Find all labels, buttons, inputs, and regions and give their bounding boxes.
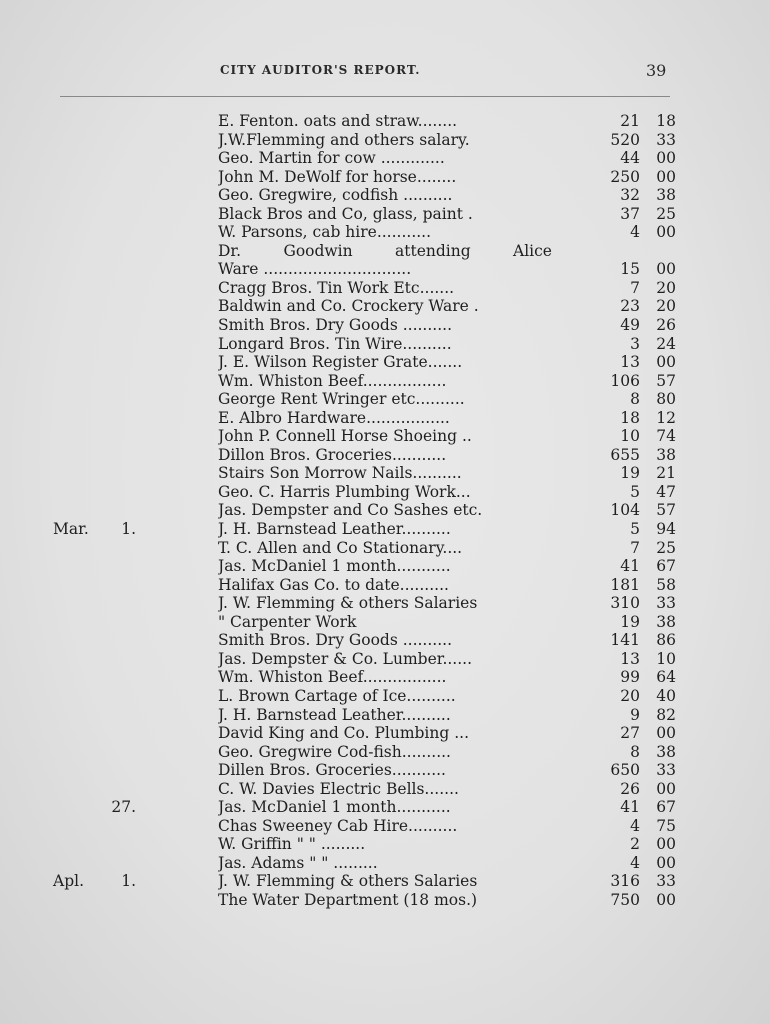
ledger-row <box>0 205 770 224</box>
amount-cents: 25 <box>656 538 676 557</box>
header-rule <box>60 96 670 97</box>
amount-cents: 00 <box>656 260 676 279</box>
amount-cents: 33 <box>656 594 676 613</box>
entry-description: Baldwin and Co. Crockery Ware . <box>218 297 479 316</box>
amount-cents: 00 <box>656 223 676 242</box>
entry-description: " Carpenter Work <box>218 612 357 631</box>
amount-cents: 00 <box>656 167 676 186</box>
amount-cents: 20 <box>656 278 676 297</box>
entry-description: George Rent Wringer etc.......... <box>218 390 465 409</box>
ledger-row <box>0 743 770 762</box>
description-word: Goodwin <box>283 241 353 260</box>
ledger-row <box>0 761 770 780</box>
amount-dollars: 3 <box>630 334 640 353</box>
ledger-row <box>0 242 770 261</box>
amount-dollars: 7 <box>630 278 640 297</box>
ledger-row <box>0 186 770 205</box>
description-word: attending <box>395 241 471 260</box>
amount-cents: 57 <box>656 501 676 520</box>
entry-description: Jas. McDaniel 1 month........... <box>218 557 451 576</box>
entry-description: Smith Bros. Dry Goods .......... <box>218 631 452 650</box>
ledger-row <box>0 576 770 595</box>
amount-cents: 33 <box>656 872 676 891</box>
entry-description: T. C. Allen and Co Stationary.... <box>218 538 463 557</box>
amount-cents: 64 <box>656 668 676 687</box>
ledger-row <box>0 279 770 298</box>
entry-description: Geo. Gregwire Cod-fish.......... <box>218 742 451 761</box>
ledger-row <box>0 668 770 687</box>
amount-dollars: 650 <box>610 761 640 780</box>
amount-cents: 00 <box>656 853 676 872</box>
entry-description: W. Parsons, cab hire........... <box>218 223 432 242</box>
description-word: Dr. <box>218 241 242 260</box>
entry-description: Jas. McDaniel 1 month........... <box>218 798 451 817</box>
ledger-row <box>0 353 770 372</box>
amount-dollars: 750 <box>610 890 640 909</box>
ledger-row <box>0 131 770 150</box>
amount-cents: 00 <box>656 835 676 854</box>
amount-cents: 00 <box>656 779 676 798</box>
ledger-row <box>0 854 770 873</box>
entry-description: Jas. Dempster and Co Sashes etc. <box>218 501 483 520</box>
amount-dollars: 19 <box>620 612 640 631</box>
amount-cents: 26 <box>656 316 676 335</box>
entry-description: L. Brown Cartage of Ice.......... <box>218 686 456 705</box>
entry-description: John P. Connell Horse Shoeing .. <box>218 427 472 446</box>
entry-description: Black Bros and Co, glass, paint . <box>218 204 473 223</box>
ledger-row <box>0 335 770 354</box>
ledger-row <box>0 724 770 743</box>
date-month: Apl. <box>53 872 84 891</box>
amount-dollars: 26 <box>620 779 640 798</box>
amount-cents: 00 <box>656 353 676 372</box>
ledger-row <box>0 112 770 131</box>
entry-description: Longard Bros. Tin Wire.......... <box>218 334 452 353</box>
entry-description: Dillen Bros. Groceries........... <box>218 761 446 780</box>
ledger-row <box>0 372 770 391</box>
amount-cents: 74 <box>656 427 676 446</box>
entry-description: E. Fenton. oats and straw........ <box>218 112 458 130</box>
ledger-row <box>0 464 770 483</box>
amount-dollars: 655 <box>610 445 640 464</box>
amount-cents: 18 <box>656 112 676 130</box>
amount-dollars: 20 <box>620 686 640 705</box>
amount-dollars: 41 <box>620 798 640 817</box>
ledger-row <box>0 557 770 576</box>
entry-description: J. H. Barnstead Leather.......... <box>218 520 451 539</box>
entry-description: J. E. Wilson Register Grate....... <box>218 353 463 372</box>
entry-description: Jas. Dempster & Co. Lumber...... <box>218 649 473 668</box>
amount-dollars: 310 <box>610 594 640 613</box>
amount-dollars: 141 <box>610 631 640 650</box>
entry-description: Dillon Bros. Groceries........... <box>218 445 447 464</box>
entry-description: David King and Co. Plumbing ... <box>218 724 470 743</box>
description-word: Alice <box>513 241 552 260</box>
ledger-row <box>0 316 770 335</box>
entry-description: J. W. Flemming & others Salaries <box>218 594 478 613</box>
ledger-row <box>0 539 770 558</box>
amount-cents: 24 <box>656 334 676 353</box>
entry-description: Cragg Bros. Tin Work Etc....... <box>218 278 455 297</box>
amount-dollars: 2 <box>630 835 640 854</box>
entry-description: C. W. Davies Electric Bells....... <box>218 779 459 798</box>
amount-cents: 80 <box>656 390 676 409</box>
ledger-row <box>0 780 770 799</box>
amount-dollars: 8 <box>630 742 640 761</box>
ledger-row <box>0 260 770 279</box>
ledger-row <box>0 149 770 168</box>
entry-description: Ware .............................. <box>218 260 412 279</box>
amount-dollars: 27 <box>620 724 640 743</box>
entry-description: W. Griffin " " ......... <box>218 835 366 854</box>
amount-cents: 10 <box>656 649 676 668</box>
amount-cents: 38 <box>656 445 676 464</box>
amount-cents: 38 <box>656 186 676 205</box>
amount-cents: 20 <box>656 297 676 316</box>
entry-description: John M. DeWolf for horse........ <box>218 167 457 186</box>
amount-dollars: 9 <box>630 705 640 724</box>
amount-dollars: 4 <box>630 816 640 835</box>
amount-dollars: 23 <box>620 297 640 316</box>
date-month: Mar. <box>53 520 89 539</box>
entry-description: Wm. Whiston Beef................. <box>218 668 447 687</box>
amount-dollars: 4 <box>630 223 640 242</box>
ledger-row <box>0 798 770 817</box>
running-title: CITY AUDITOR'S REPORT. <box>220 63 421 77</box>
amount-cents: 33 <box>656 130 676 149</box>
ledger-row <box>0 631 770 650</box>
amount-cents: 82 <box>656 705 676 724</box>
amount-dollars: 106 <box>610 371 640 390</box>
amount-dollars: 41 <box>620 557 640 576</box>
amount-dollars: 250 <box>610 167 640 186</box>
entry-description <box>218 242 552 261</box>
amount-cents: 67 <box>656 798 676 817</box>
amount-cents: 94 <box>656 520 676 539</box>
ledger-row <box>0 872 770 891</box>
amount-cents: 40 <box>656 686 676 705</box>
amount-dollars: 8 <box>630 390 640 409</box>
ledger-row <box>0 687 770 706</box>
amount-dollars: 21 <box>620 112 640 130</box>
ledger-row <box>0 891 770 910</box>
amount-dollars: 18 <box>620 408 640 427</box>
date-day: 1. <box>121 520 136 539</box>
page-number: 39 <box>646 61 667 80</box>
ledger-row <box>0 223 770 242</box>
date-day: 1. <box>121 872 136 891</box>
amount-cents: 58 <box>656 575 676 594</box>
entry-description: Wm. Whiston Beef................. <box>218 371 447 390</box>
entry-description: Jas. Adams " " ......... <box>218 853 378 872</box>
amount-cents: 38 <box>656 742 676 761</box>
entry-description: J. H. Barnstead Leather.......... <box>218 705 451 724</box>
amount-dollars: 13 <box>620 353 640 372</box>
ledger-row <box>0 501 770 520</box>
amount-cents: 67 <box>656 557 676 576</box>
amount-cents: 57 <box>656 371 676 390</box>
entry-description: Geo. Martin for cow ............. <box>218 149 445 168</box>
entry-description: Geo. Gregwire, codfish .......... <box>218 186 453 205</box>
amount-dollars: 32 <box>620 186 640 205</box>
ledger-row <box>0 297 770 316</box>
ledger-row <box>0 835 770 854</box>
entry-description: The Water Department (18 mos.) <box>218 890 478 909</box>
ledger-row <box>0 613 770 632</box>
amount-dollars: 181 <box>610 575 640 594</box>
amount-cents: 00 <box>656 890 676 909</box>
ledger-row <box>0 390 770 409</box>
entry-description: Smith Bros. Dry Goods .......... <box>218 316 452 335</box>
amount-dollars: 316 <box>610 872 640 891</box>
amount-dollars: 13 <box>620 649 640 668</box>
entry-description: J.W.Flemming and others salary. <box>218 130 470 149</box>
ledger-table <box>0 112 770 910</box>
ledger-row <box>0 594 770 613</box>
ledger-row <box>0 446 770 465</box>
amount-dollars: 99 <box>620 668 640 687</box>
amount-cents: 75 <box>656 816 676 835</box>
ledger-row <box>0 706 770 725</box>
date-day: 27. <box>111 798 136 817</box>
amount-dollars: 10 <box>620 427 640 446</box>
amount-dollars: 44 <box>620 149 640 168</box>
amount-cents: 47 <box>656 482 676 501</box>
ledger-row <box>0 409 770 428</box>
amount-dollars: 7 <box>630 538 640 557</box>
ledger-row <box>0 427 770 446</box>
amount-cents: 33 <box>656 761 676 780</box>
amount-dollars: 5 <box>630 520 640 539</box>
entry-description: Stairs Son Morrow Nails.......... <box>218 464 462 483</box>
ledger-row <box>0 520 770 539</box>
amount-cents: 00 <box>656 149 676 168</box>
entry-description: Chas Sweeney Cab Hire.......... <box>218 816 458 835</box>
amount-cents: 21 <box>656 464 676 483</box>
amount-cents: 38 <box>656 612 676 631</box>
ledger-row <box>0 168 770 187</box>
entry-description: E. Albro Hardware................. <box>218 408 450 427</box>
amount-cents: 25 <box>656 204 676 223</box>
amount-dollars: 49 <box>620 316 640 335</box>
amount-dollars: 520 <box>610 130 640 149</box>
ledger-row <box>0 817 770 836</box>
amount-dollars: 19 <box>620 464 640 483</box>
amount-cents: 00 <box>656 724 676 743</box>
amount-cents: 86 <box>656 631 676 650</box>
amount-dollars: 37 <box>620 204 640 223</box>
amount-dollars: 4 <box>630 853 640 872</box>
amount-dollars: 15 <box>620 260 640 279</box>
amount-dollars: 5 <box>630 482 640 501</box>
amount-dollars: 104 <box>610 501 640 520</box>
entry-description: Halifax Gas Co. to date.......... <box>218 575 449 594</box>
ledger-row <box>0 483 770 502</box>
ledger-row <box>0 650 770 669</box>
entry-description: J. W. Flemming & others Salaries <box>218 872 478 891</box>
entry-description: Geo. C. Harris Plumbing Work... <box>218 482 471 501</box>
amount-cents: 12 <box>656 408 676 427</box>
